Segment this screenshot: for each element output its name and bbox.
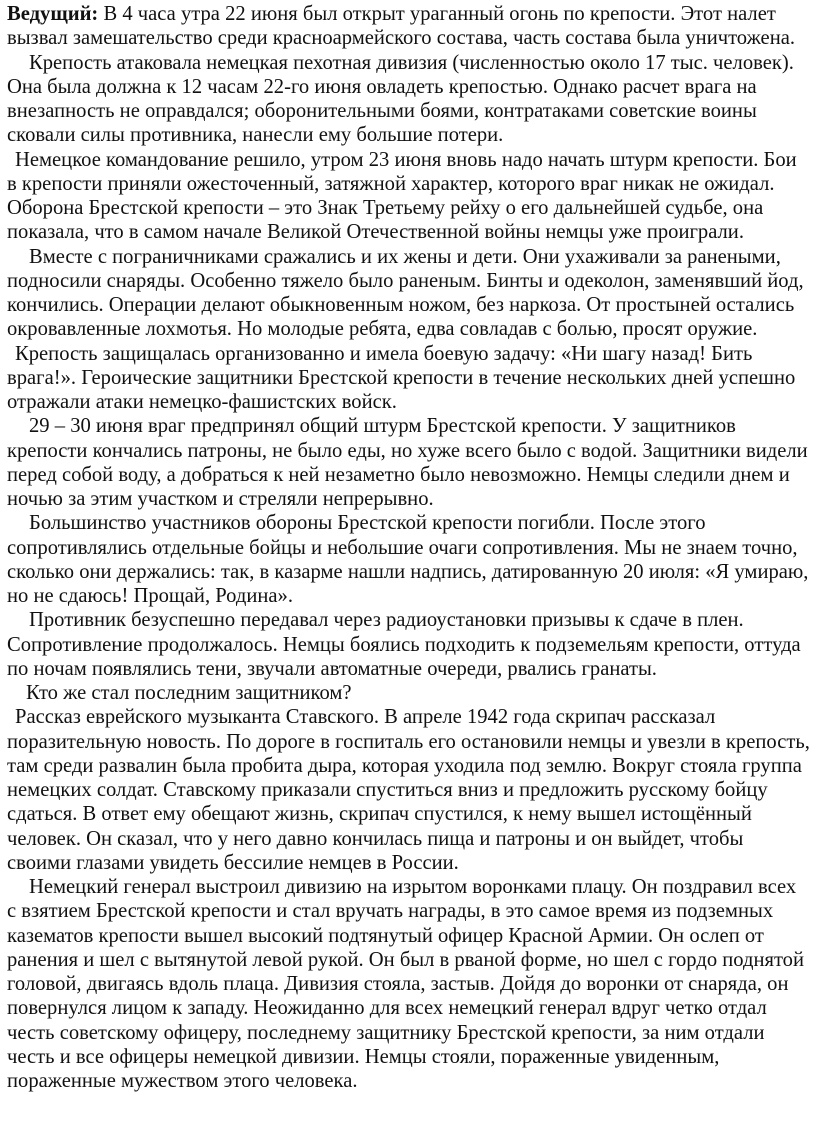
- paragraph-10: Рассказ еврейского музыканта Ставского. В апреле 1942 года скрипач рассказал поразительную новость. По дороге в госпиталь его остановили немцы и увезли в крепость, там среди развалин была пробита дыра, которая уходила под землю. Вокруг стояла группа немецких солдат. Ставскому приказали спуститься вниз и предложить русскому бойцу сдаться. В ответ ему обещают жизнь, скрипач спустился, к нему вышел истощённый человек. Он сказал, что у него давно кончилась пища и патроны и он выйдет, чтобы своими глазами увидеть бессилие немцев в России.: [7, 706, 810, 874]
- paragraph-1: [7, 2, 810, 51]
- paragraph-1-text: В 4 часа утра 22 июня был открыт ураганный огонь по крепости. Этот налет вызвал замешательство среди красноармейского состава, часть состава была уничтожена.: [7, 3, 796, 50]
- paragraph-8: Противник безуспешно передавал через радиоустановки призывы к сдаче в плен. Сопротивление продолжалось. Немцы боялись подходить к подземельям крепости, оттуда по ночам появлялись тени, звучали автоматные очереди, рвались гранаты.: [7, 609, 801, 680]
- paragraph-6: 29 – 30 июня враг предпринял общий штурм Брестской крепости. У защитников крепости кончались патроны, не было еды, но хуже всего было с водой. Защитники видели перед собой воду, а добраться к ней незаметно было невозможно. Немцы следили днем и ночью за этим участком и стреляли непрерывно.: [7, 415, 808, 510]
- speaker-label: Ведущий:: [7, 3, 99, 25]
- paragraph-7: Большинство участников обороны Брестской крепости погибли. После этого сопротивлялись отдельные бойцы и небольшие очаги сопротивления. Мы не знаем точно, сколько они держались: так, в казарме нашли надпись, датированную 20 июля: «Я умираю, но не сдаюсь! Прощай, Родина».: [7, 512, 809, 607]
- paragraph-2: Крепость атаковала немецкая пехотная дивизия (численностью около 17 тыс. человек). Она была должна к 12 часам 22-го июня овладеть крепостью. Однако расчет врага на внезапность не оправдался; оборонительными боями, контратаками советские воины сковали силы противника, нанесли ему большие потери.: [7, 51, 794, 147]
- paragraph-11: Немецкий генерал выстроил дивизию на изрытом воронками плацу. Он поздравил всех с взятием Брестской крепости и стал вручать награды, в это самое время из подземных казематов крепости вышел высокий подтянутый офицер Красной Армии. Он ослеп от ранения и шел с вытянутой левой рукой. Он был в рваной форме, но шел с гордо поднятой головой, двигаясь вдоль плаца. Дивизия стояла, застыв. Дойдя до воронки от снаряда, он повернулся лицом к западу. Неожиданно для всех немецкий генерал вдруг четко отдал честь советскому офицеру, последнему защитнику Брестской крепости, за ним отдали честь и все офицеры немецкой дивизии. Немцы стояли, пораженные увиденным, пораженные мужеством этого человека.: [7, 876, 805, 1092]
- paragraph-3: Немецкое командование решило, утром 23 июня вновь надо начать штурм крепости. Бои в крепости приняли ожесточенный, затяжной характер, которого враг никак не ожидал. Оборона Брестской крепости – это Знак Третьему рейху о его дальнейшей судьбе, она показала, что в самом начале Великой Отечественной войны немцы уже проиграли.: [7, 148, 797, 244]
- paragraph-5: Крепость защищалась организованно и имела боевую задачу: «Ни шагу назад! Бить врага!». Героические защитники Брестской крепости в течение нескольких дней успешно отражали атаки немецко-фашистских войск.: [7, 342, 796, 413]
- paragraph-4: Вместе с пограничниками сражались и их жены и дети. Они ухаживали за ранеными, подносили снаряды. Особенно тяжело было раненым. Бинты и одеколон, заменявший йод, кончились. Операции делают обыкновенным ножом, без наркоза. От простыней остались окровавленные лохмотья. Но молодые ребята, едва совладав с болью, просят оружие.: [7, 245, 804, 341]
- paragraph-9: Кто же стал последним защитником?: [26, 682, 352, 704]
